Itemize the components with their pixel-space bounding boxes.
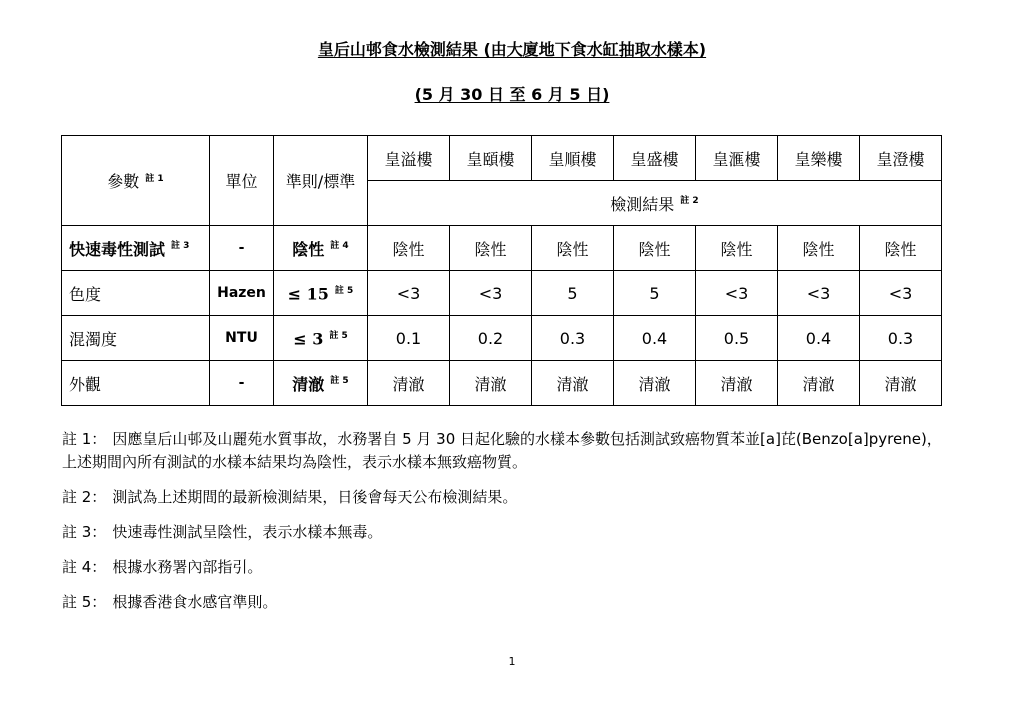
header-building: 皇盛樓	[614, 136, 696, 181]
row-parameter	[62, 226, 210, 271]
row-parameter-note: 註 3	[171, 241, 190, 252]
row-value: <3	[696, 271, 778, 316]
note-text: 根據香港食水感官準則。	[112, 593, 278, 611]
date-range: (5 月 30 日 至 6 月 5 日)	[414, 85, 610, 104]
note-text: 快速毒性測試呈陰性，表示水樣本無毒。	[112, 523, 383, 541]
table-row	[62, 226, 942, 271]
header-results-label: 檢測結果	[610, 194, 675, 214]
document-title: 皇后山邨食水檢測結果 (由大廈地下食水缸抽取水樣本)	[317, 40, 707, 59]
row-value: 陰性	[368, 226, 450, 271]
row-standard-note: 註 5	[330, 376, 349, 387]
row-value: <3	[368, 271, 450, 316]
row-value: 0.2	[450, 316, 532, 361]
row-value: <3	[860, 271, 942, 316]
note-text: 測試為上述期間的最新檢測結果，日後會每天公布檢測結果。	[112, 488, 518, 506]
header-parameter	[62, 136, 210, 226]
header-parameter-label: 參數	[107, 172, 140, 191]
row-standard-note: 註 4	[330, 241, 349, 252]
row-value: <3	[450, 271, 532, 316]
row-parameter	[62, 316, 210, 361]
header-building: 皇溢樓	[368, 136, 450, 181]
row-value: 0.1	[368, 316, 450, 361]
row-parameter-label: 外觀	[69, 374, 102, 394]
row-value: 0.3	[860, 316, 942, 361]
row-value: 陰性	[450, 226, 532, 271]
header-results-note: 註 2	[680, 196, 699, 207]
row-value: 陰性	[614, 226, 696, 271]
row-value: 清澈	[778, 361, 860, 406]
note-3	[62, 521, 942, 544]
row-standard	[274, 316, 368, 361]
note-label: 註 2：	[62, 488, 107, 506]
table-row	[62, 271, 942, 316]
row-parameter-label: 快速毒性測試	[69, 239, 166, 259]
row-value: 0.3	[532, 316, 614, 361]
note-label: 註 1：	[62, 430, 107, 448]
header-building: 皇頤樓	[450, 136, 532, 181]
row-value: 陰性	[532, 226, 614, 271]
header-building: 皇順樓	[532, 136, 614, 181]
note-text: 根據水務署內部指引。	[112, 558, 263, 576]
row-value: 0.5	[696, 316, 778, 361]
row-value: 清澈	[368, 361, 450, 406]
note-4	[62, 556, 942, 579]
row-value: 0.4	[614, 316, 696, 361]
row-unit: NTU	[210, 316, 274, 361]
row-value: 清澈	[532, 361, 614, 406]
row-unit: -	[210, 361, 274, 406]
row-unit: -	[210, 226, 274, 271]
row-standard-value: 陰性	[292, 239, 325, 259]
row-value: 0.4	[778, 316, 860, 361]
header-building: 皇樂樓	[778, 136, 860, 181]
row-standard-value: ≤ 3	[293, 329, 324, 349]
row-value: 清澈	[614, 361, 696, 406]
table-row	[62, 316, 942, 361]
row-value: <3	[778, 271, 860, 316]
row-value: 5	[614, 271, 696, 316]
row-value: 陰性	[696, 226, 778, 271]
row-value: 清澈	[696, 361, 778, 406]
row-value: 清澈	[860, 361, 942, 406]
note-label: 註 3：	[62, 523, 107, 541]
row-parameter-label: 色度	[69, 284, 102, 304]
row-standard	[274, 271, 368, 316]
row-value: 陰性	[860, 226, 942, 271]
note-label: 註 4：	[62, 558, 107, 576]
note-text: 因應皇后山邨及山麗苑水質事故，水務署自 5 月 30 日起化驗的水樣本參數包括測試致癌物質苯並[a]芘(Benzo[a]pyrene)，上述期間內所有測試的水樣本結果均為陰性，表示水樣本無致癌物質。	[62, 430, 942, 471]
row-standard-note: 註 5	[329, 330, 348, 341]
row-parameter	[62, 271, 210, 316]
note-1	[62, 428, 942, 474]
row-unit: Hazen	[210, 271, 274, 316]
row-standard	[274, 226, 368, 271]
row-value: 清澈	[450, 361, 532, 406]
header-row	[62, 136, 942, 181]
row-standard	[274, 361, 368, 406]
row-standard-note: 註 5	[334, 285, 354, 296]
header-building: 皇滙樓	[696, 136, 778, 181]
header-results	[368, 181, 942, 226]
row-parameter-label: 混濁度	[69, 329, 118, 349]
row-value: 5	[532, 271, 614, 316]
header-standard: 準則/標準	[274, 136, 368, 226]
table-row	[62, 361, 942, 406]
notes-section	[62, 428, 942, 626]
header-parameter-note: 註 1	[145, 173, 164, 184]
row-standard-value: 清澈	[292, 374, 325, 394]
note-2	[62, 486, 942, 509]
row-standard-value: ≤ 15	[287, 284, 329, 304]
header-building: 皇澄樓	[860, 136, 942, 181]
note-5	[62, 591, 942, 614]
results-table	[61, 135, 942, 406]
page-number: 1	[508, 655, 516, 668]
note-label: 註 5：	[62, 593, 107, 611]
row-parameter	[62, 361, 210, 406]
row-value: 陰性	[778, 226, 860, 271]
header-unit: 單位	[210, 136, 274, 226]
